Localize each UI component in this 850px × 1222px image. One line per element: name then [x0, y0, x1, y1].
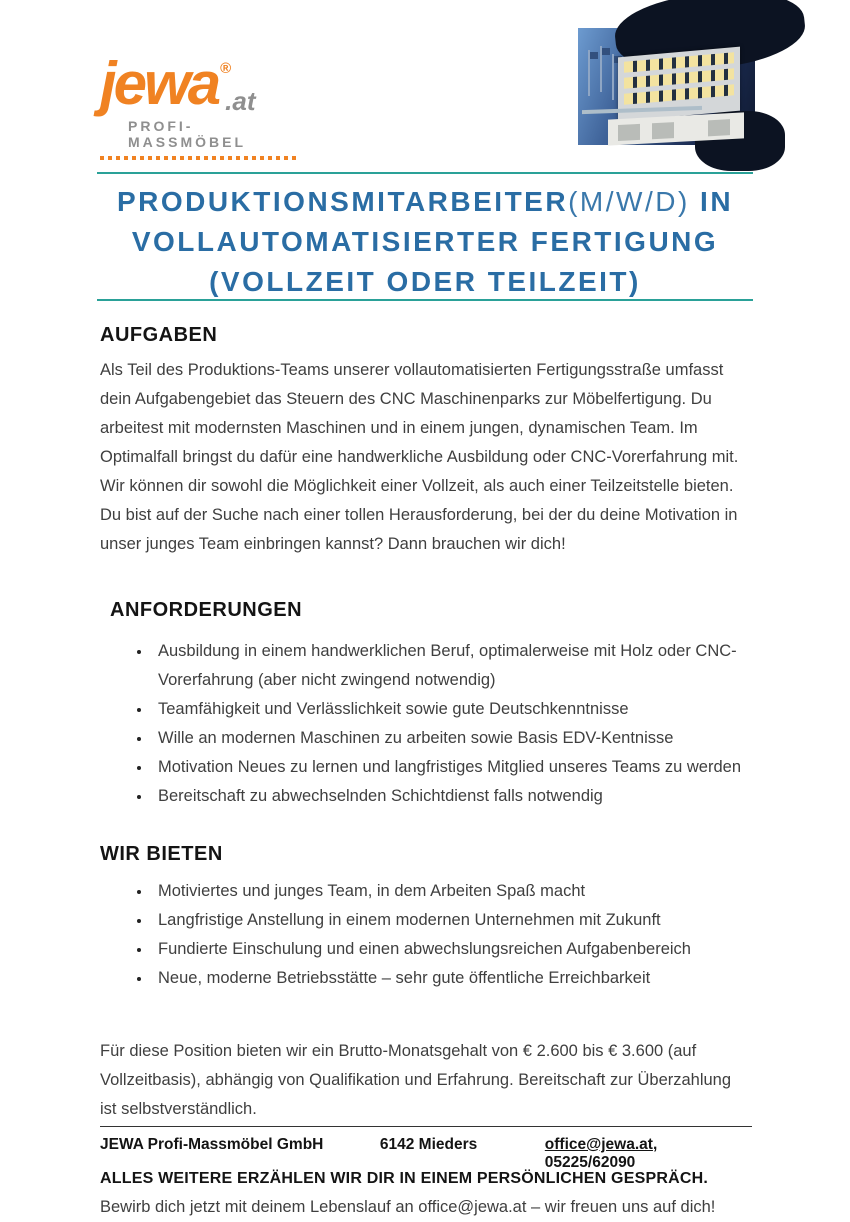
section-heading-wir-bieten: WIR BIETEN	[100, 843, 223, 865]
list-item: • Neue, moderne Betriebsstätte – sehr gute öffentliche Erreichbarkeit	[152, 964, 752, 993]
divider-under-title	[97, 299, 753, 301]
apply-email-text: office@jewa.at	[418, 1198, 527, 1216]
registered-trademark-icon: ®	[220, 60, 232, 77]
aufgaben-paragraph-1: Als Teil des Produktions-Teams unserer vollautomatisierten Fertigungsstraße umfasst dein Aufgabengebiet das Steuern des CNC Maschinenparks zur Möbelfertigung. Du arbeitest mit modernsten Maschinen und in einem jungen, dynamischen Team. Im Optimalfall bringst du dafür eine handwerkliche Ausbildung oder CNC-Vorerfahrung mit. Wir können dir sowohl die Möglichkeit einer Vollzeit, als auch einer Teilzeitstelle bieten.	[100, 361, 739, 495]
photo-garage-door	[708, 119, 730, 136]
title-line3: (VOLLZEIT ODER TEILZEIT)	[209, 266, 641, 297]
footer-location: 6142 Mieders	[379, 1136, 478, 1153]
list-item: • Teamfähigkeit und Verlässlichkeit sowie gute Deutschkenntnisse	[152, 695, 752, 724]
wir-bieten-list	[100, 877, 752, 993]
building-photo	[578, 28, 755, 145]
list-item: • Motivation Neues zu lernen und langfristiges Mitglied unseres Teams zu werden	[152, 753, 752, 782]
aufgaben-paragraph-2: Du bist auf der Suche nach einer tollen Herausforderung, bei der du deine Motivation in unser junges Team einbringen kannst? Dann brauchen wir dich!	[100, 506, 738, 553]
apply-text-prefix: Bewirb dich jetzt mit deinem Lebenslauf an	[100, 1198, 419, 1216]
logo-brand-text: jewa	[100, 50, 219, 117]
header	[100, 28, 755, 160]
page-title	[97, 182, 753, 302]
title-line2: VOLLAUTOMATISIERTER FERTIGUNG	[131, 226, 719, 257]
footer-contact	[545, 1136, 752, 1172]
title-in: IN	[689, 186, 734, 217]
list-item: • Bereitschaft zu abwechselnden Schichtdienst falls notwendig	[152, 782, 752, 811]
section-heading-anforderungen: ANFORDERUNGEN	[110, 599, 303, 621]
list-item: • Ausbildung in einem handwerklichen Beruf, optimalerweise mit Holz oder CNC-Vorerfahrung (aber nicht zwingend notwendig)	[152, 637, 752, 695]
photo-flagpole	[612, 54, 614, 100]
photo-flagpole	[600, 46, 602, 92]
logo-tld-text: .at	[225, 86, 256, 116]
list-item: • Wille an modernen Maschinen zu arbeiten sowie Basis EDV-Kentnisse	[152, 724, 752, 753]
list-item: • Langfristige Anstellung in einem modernen Unternehmen mit Zukunft	[152, 906, 752, 935]
apply-text-suffix: – wir freuen uns auf dich!	[526, 1198, 716, 1216]
section-heading-aufgaben: AUFGABEN	[100, 324, 218, 346]
closing-statement: ALLES WEITERE ERZÄHLEN WIR DIR IN EINEM PERSÖNLICHEN GESPRÄCH.	[100, 1170, 708, 1187]
footer-email-link[interactable]: office@jewa.at	[544, 1136, 653, 1153]
title-role: PRODUKTIONSMITARBEITER	[116, 186, 569, 217]
footer-phone: , 05225/62090	[544, 1136, 658, 1171]
list-item: • Fundierte Einschulung und einen abwechslungsreichen Aufgabenbereich	[152, 935, 752, 964]
logo-dotted-line	[100, 156, 300, 160]
photo-flagpole	[588, 50, 590, 96]
footer-company-name: JEWA Profi-Massmöbel GmbH	[100, 1136, 324, 1153]
title-mwd: (M/W/D)	[568, 186, 690, 217]
divider-top	[97, 172, 753, 174]
footer	[100, 1126, 752, 1172]
document-body	[100, 322, 752, 1222]
logo-wordmark	[100, 50, 310, 117]
photo-garage-door	[618, 124, 640, 141]
jewa-logo	[100, 50, 310, 160]
logo-tagline: PROFI-MASSMÖBEL	[128, 118, 246, 150]
anforderungen-list	[100, 637, 752, 811]
apply-line	[100, 1193, 752, 1222]
list-item: • Motiviertes und junges Team, in dem Arbeiten Spaß macht	[152, 877, 752, 906]
photo-garage-door	[652, 122, 674, 139]
salary-paragraph: Für diese Position bieten wir ein Brutto-Monatsgehalt von € 2.600 bis € 3.600 (auf Vollzeitbasis), abhängig von Qualifikation und Erfahrung. Bereitschaft zur Überzahlung ist selbstverständlich.	[100, 1042, 732, 1118]
